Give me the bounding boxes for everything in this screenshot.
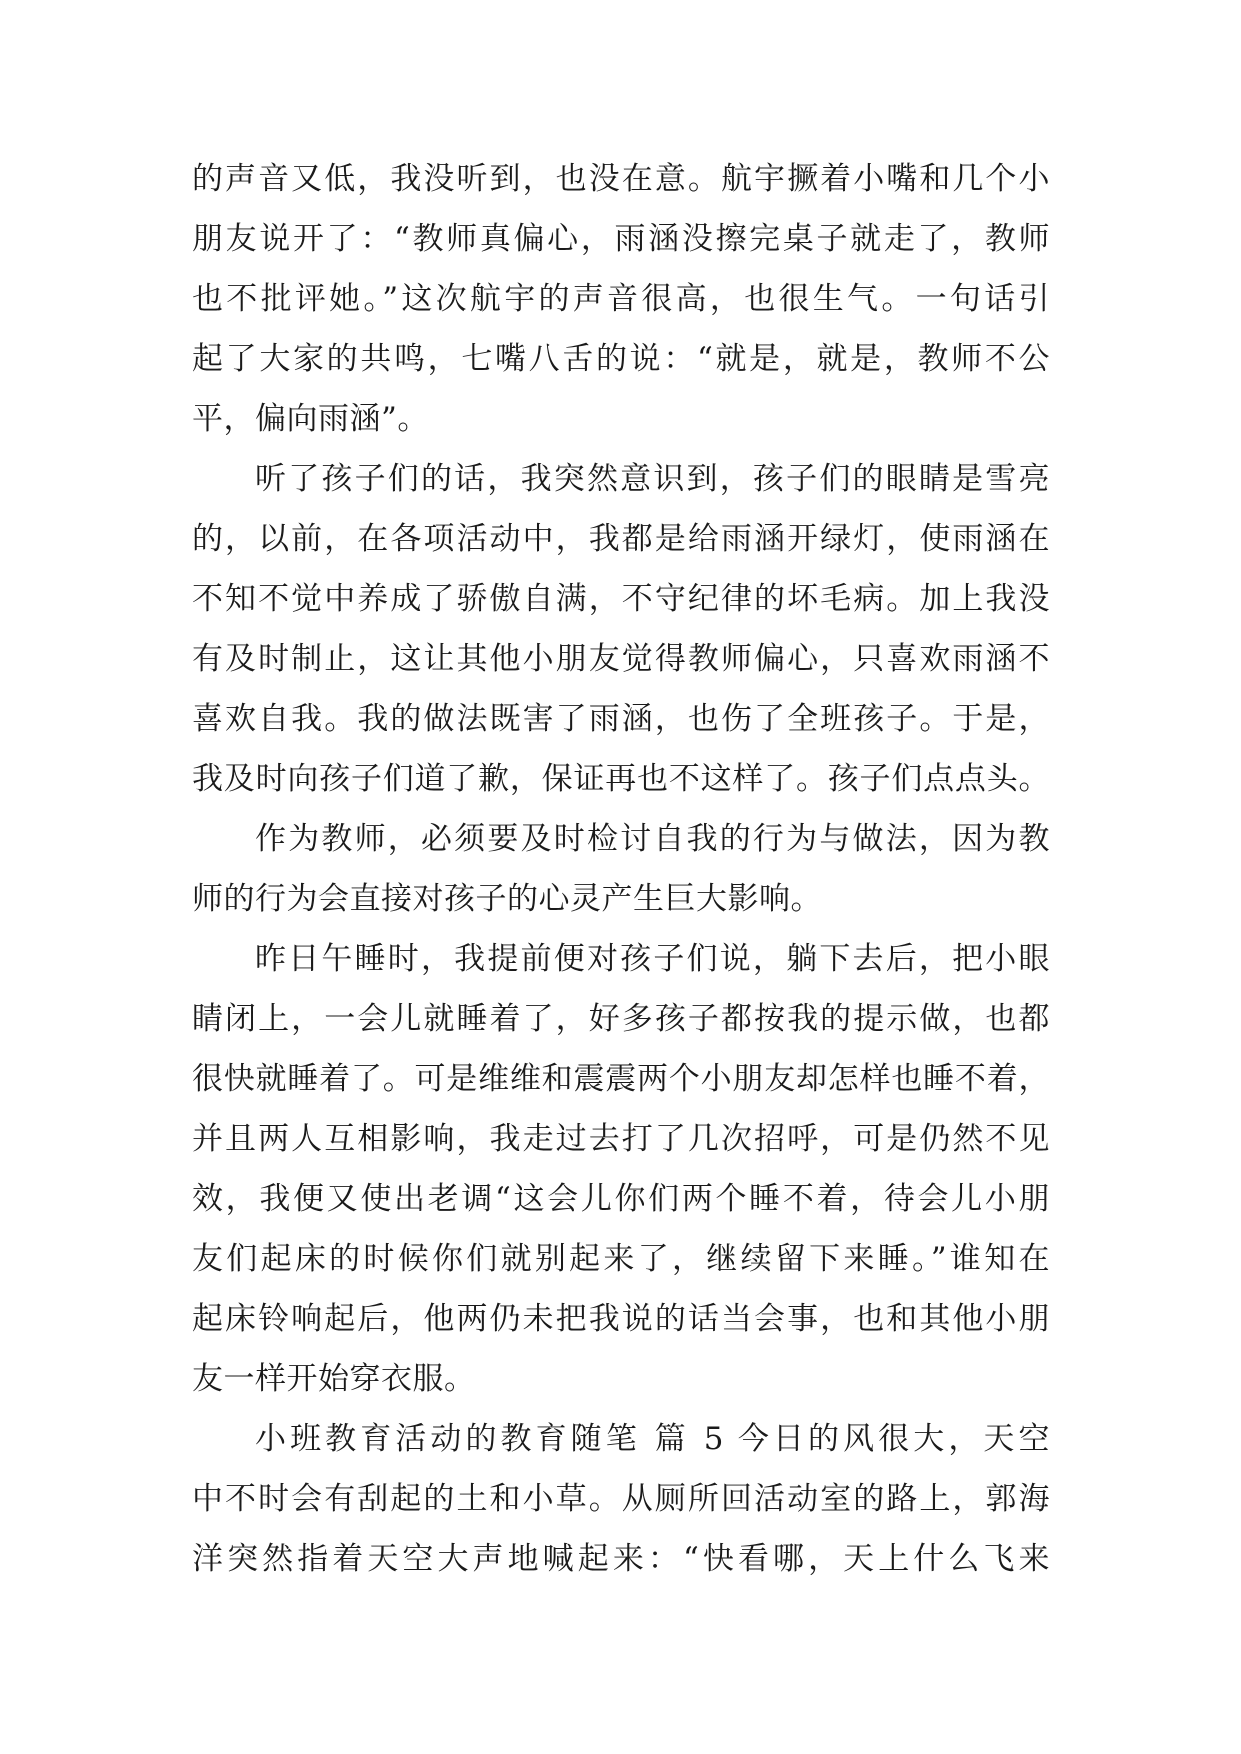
text-line: 也不批评她。”这次航宇的声音很高，也很生气。一句话引 (192, 281, 1050, 317)
text-line: 平，偏向雨涵”。 (192, 401, 429, 437)
text-line: 友们起床的时候你们就别起来了，继续留下来睡。”谁知在 (192, 1241, 1050, 1277)
text-line: 友一样开始穿衣服。 (192, 1361, 476, 1397)
text-line: 师的行为会直接对孩子的心灵产生巨大影响。 (192, 881, 822, 917)
text-line: 有及时制止，这让其他小朋友觉得教师偏心，只喜欢雨涵不 (192, 641, 1050, 677)
paragraph-first-line: 作为教师，必须要及时检讨自我的行为与做法，因为教 (255, 821, 1050, 857)
text-line: 的声音又低，我没听到，也没在意。航宇撅着小嘴和几个小 (192, 161, 1050, 197)
text-line: 洋突然指着天空大声地喊起来：“快看哪，天上什么飞来 (192, 1541, 1050, 1577)
text-line: 睛闭上，一会儿就睡着了，好多孩子都按我的提示做，也都 (192, 1001, 1050, 1037)
text-line: 起了大家的共鸣，七嘴八舌的说：“就是，就是，教师不公 (192, 341, 1050, 377)
text-line: 不知不觉中养成了骄傲自满，不守纪律的坏毛病。加上我没 (192, 581, 1050, 617)
text-line: 喜欢自我。我的做法既害了雨涵，也伤了全班孩子。于是， (192, 701, 1050, 737)
text-line: 效，我便又使出老调“这会儿你们两个睡不着，待会儿小朋 (192, 1181, 1050, 1217)
text-line: 很快就睡着了。可是维维和震震两个小朋友却怎样也睡不着， (192, 1061, 1050, 1097)
text-line: 并且两人互相影响，我走过去打了几次招呼，可是仍然不见 (192, 1121, 1050, 1157)
paragraph-first-line: 昨日午睡时，我提前便对孩子们说，躺下去后，把小眼 (255, 941, 1050, 977)
paragraph-first-line: 听了孩子们的话，我突然意识到，孩子们的眼睛是雪亮 (255, 461, 1050, 497)
text-line: 朋友说开了：“教师真偏心，雨涵没擦完桌子就走了，教师 (192, 221, 1050, 257)
text-line: 的，以前，在各项活动中，我都是给雨涵开绿灯，使雨涵在 (192, 521, 1050, 557)
text-line: 起床铃响起后，他两仍未把我说的话当会事，也和其他小朋 (192, 1301, 1050, 1337)
section-heading-line: 小班教育活动的教育随笔 篇 5 今日的风很大，天空 (255, 1421, 1050, 1457)
text-line: 中不时会有刮起的土和小草。从厕所回活动室的路上，郭海 (192, 1481, 1050, 1517)
text-line: 我及时向孩子们道了歉，保证再也不这样了。孩子们点点头。 (192, 761, 1050, 797)
